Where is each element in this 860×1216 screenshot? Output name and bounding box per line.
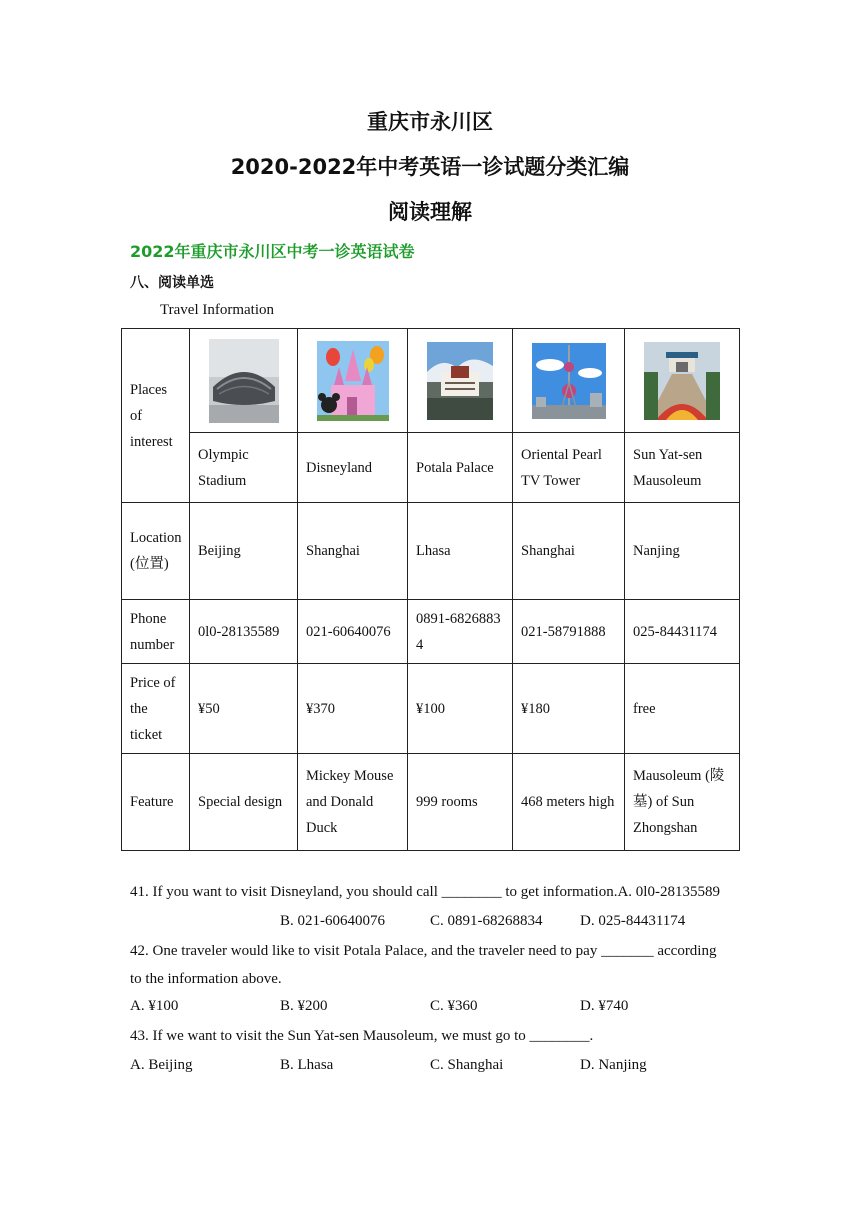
feature-cell: Mickey Mouse and Donald Duck bbox=[298, 754, 408, 851]
feature-cell: 468 meters high bbox=[513, 754, 625, 851]
question-41 bbox=[130, 884, 720, 901]
price-cell: ¥370 bbox=[298, 664, 408, 754]
phone-cell: 021-60640076 bbox=[298, 600, 408, 664]
photo-cell bbox=[190, 329, 298, 433]
place-name: Oriental Pearl TV Tower bbox=[513, 433, 625, 503]
title-line-3: 阅读理解 bbox=[388, 200, 472, 224]
place-name: Sun Yat-sen Mausoleum bbox=[625, 433, 740, 503]
option-c: C. Shanghai bbox=[430, 1057, 504, 1073]
location-cell: Nanjing bbox=[625, 503, 740, 600]
option-a: A. ¥100 bbox=[130, 998, 179, 1014]
option-b: B. ¥200 bbox=[280, 998, 328, 1014]
phone-cell: 021-58791888 bbox=[513, 600, 625, 664]
row-label-places: Places of interest bbox=[122, 329, 190, 503]
row-label-location: Location (位置) bbox=[122, 503, 190, 600]
photo-cell bbox=[625, 329, 740, 433]
exam-title: 2022年重庆市永川区中考一诊英语试卷 bbox=[130, 242, 415, 261]
feature-cell: 999 rooms bbox=[408, 754, 513, 851]
feature-cell: Mausoleum (陵墓) of Sun Zhongshan bbox=[625, 754, 740, 851]
option-b: B. 021-60640076 bbox=[280, 913, 385, 929]
option-d: D. ¥740 bbox=[580, 998, 629, 1014]
option-b: B. Lhasa bbox=[280, 1057, 334, 1073]
place-name: Disneyland bbox=[298, 433, 408, 503]
oriental-pearl-tower-photo bbox=[532, 343, 606, 419]
place-name: Olympic Stadium bbox=[190, 433, 298, 503]
phone-cell: 0891-68268834 bbox=[408, 600, 513, 664]
option-c: C. 0891-68268834 bbox=[430, 913, 543, 929]
place-name: Potala Palace bbox=[408, 433, 513, 503]
row-label-price: Price of the ticket bbox=[122, 664, 190, 754]
travel-info-table bbox=[121, 328, 740, 851]
price-cell: ¥100 bbox=[408, 664, 513, 754]
question-42-line-2: to the information above. bbox=[130, 971, 282, 987]
row-label-feature: Feature bbox=[122, 754, 190, 851]
photo-cell bbox=[408, 329, 513, 433]
question-43: 43. If we want to visit the Sun Yat-sen Mausoleum, we must go to ________. bbox=[130, 1028, 594, 1044]
section-title: 八、阅读单选 bbox=[130, 275, 214, 291]
option-d: D. Nanjing bbox=[580, 1057, 647, 1073]
option-c: C. ¥360 bbox=[430, 998, 478, 1014]
location-cell: Shanghai bbox=[513, 503, 625, 600]
feature-cell: Special design bbox=[190, 754, 298, 851]
sun-yat-sen-mausoleum-photo bbox=[644, 342, 720, 420]
price-cell: ¥50 bbox=[190, 664, 298, 754]
option-d: D. 025-84431174 bbox=[580, 913, 686, 929]
row-label-phone: Phone number bbox=[122, 600, 190, 664]
phone-cell: 025-84431174 bbox=[625, 600, 740, 664]
potala-palace-photo bbox=[427, 342, 493, 420]
location-cell: Beijing bbox=[190, 503, 298, 600]
phone-cell: 0l0-28135589 bbox=[190, 600, 298, 664]
photo-cell bbox=[513, 329, 625, 433]
question-42-line-1: 42. One traveler would like to visit Potala Palace, and the traveler need to pay _______ according bbox=[130, 943, 717, 959]
option-a: A. 0l0-28135589 bbox=[617, 884, 720, 900]
option-a: A. Beijing bbox=[130, 1057, 193, 1073]
location-cell: Shanghai bbox=[298, 503, 408, 600]
table-caption: Travel Information bbox=[160, 302, 275, 318]
olympic-stadium-photo bbox=[209, 339, 279, 423]
price-cell: ¥180 bbox=[513, 664, 625, 754]
question-stem: 41. If you want to visit Disneyland, you should call ________ to get information. bbox=[130, 884, 618, 900]
disneyland-photo bbox=[317, 341, 389, 421]
title-line-2: 2020-2022年中考英语一诊试题分类汇编 bbox=[230, 155, 630, 179]
photo-cell bbox=[298, 329, 408, 433]
title-line-1: 重庆市永川区 bbox=[367, 110, 493, 134]
location-cell: Lhasa bbox=[408, 503, 513, 600]
price-cell: free bbox=[625, 664, 740, 754]
